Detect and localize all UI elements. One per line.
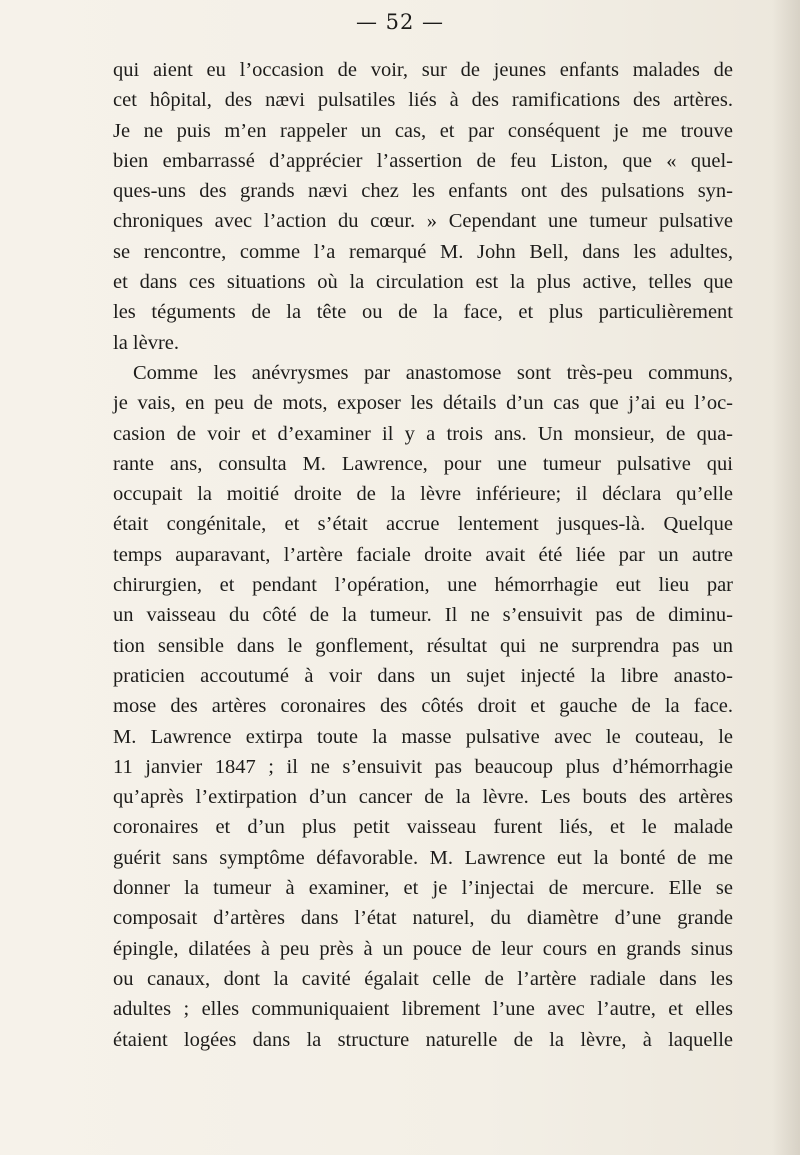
body-text bbox=[113, 55, 733, 1055]
text-line: Je ne puis m’en rappeler un cas, et par conséquent je me trouve bbox=[113, 119, 733, 142]
text-line: guérit sans symptôme défavorable. M. Lawrence eut la bonté de me bbox=[113, 846, 733, 869]
text-line: cet hôpital, des nævi pulsatiles liés à des ramifications des artères. bbox=[113, 89, 733, 112]
text-line: chroniques avec l’action du cœur. » Cependant une tumeur pulsative bbox=[113, 210, 733, 233]
text-line: je vais, en peu de mots, exposer les détails d’un cas que j’ai eu l’oc- bbox=[113, 392, 733, 415]
text-line: coronaires et d’un plus petit vaisseau furent liés, et le malade bbox=[113, 816, 733, 839]
text-line: adultes ; elles communiquaient librement l’une avec l’autre, et elles bbox=[113, 998, 733, 1021]
text-line: était congénitale, et s’était accrue lentement jusques-là. Quelque bbox=[113, 513, 733, 536]
text-line: Comme les anévrysmes par anastomose sont très-peu communs, bbox=[133, 361, 733, 384]
text-line: M. Lawrence extirpa toute la masse pulsative avec le couteau, le bbox=[113, 725, 733, 748]
text-line: mose des artères coronaires des côtés droit et gauche de la face. bbox=[113, 695, 733, 718]
text-line: rante ans, consulta M. Lawrence, pour une tumeur pulsative qui bbox=[113, 452, 733, 475]
text-line: la lèvre. bbox=[113, 331, 180, 354]
text-line: ou canaux, dont la cavité égalait celle de l’artère radiale dans les bbox=[113, 967, 733, 990]
text-line: composait d’artères dans l’état naturel, du diamètre d’une grande bbox=[113, 907, 733, 930]
text-line: bien embarrassé d’apprécier l’assertion de feu Liston, que « quel- bbox=[113, 149, 733, 172]
text-line: praticien accoutumé à voir dans un sujet injecté la libre anasto- bbox=[113, 664, 733, 687]
text-line: un vaisseau du côté de la tumeur. Il ne s’ensuivit pas de diminu- bbox=[113, 604, 733, 627]
text-line: épingle, dilatées à peu près à un pouce de leur cours en grands sinus bbox=[113, 937, 733, 960]
text-line: tion sensible dans le gonflement, résultat qui ne surprendra pas un bbox=[113, 634, 733, 657]
text-line: qui aient eu l’occasion de voir, sur de jeunes enfants malades de bbox=[113, 59, 733, 81]
text-line: ques-uns des grands nævi chez les enfants ont des pulsations syn- bbox=[113, 180, 733, 203]
text-line: se rencontre, comme l’a remarqué M. John Bell, dans les adultes, bbox=[113, 240, 733, 263]
text-line: casion de voir et d’examiner il y a trois ans. Un monsieur, de qua- bbox=[113, 422, 733, 445]
text-line: 11 janvier 1847 ; il ne s’ensuivit pas beaucoup plus d’hémorrhagie bbox=[113, 755, 733, 778]
page-edge-shadow bbox=[772, 0, 800, 1155]
page-number: — 52 — bbox=[355, 10, 445, 34]
text-line: les téguments de la tête ou de la face, et plus particulièrement bbox=[113, 301, 733, 324]
text-line: donner la tumeur à examiner, et je l’injectai de mercure. Elle se bbox=[113, 877, 733, 900]
text-line: occupait la moitié droite de la lèvre inférieure; il déclara qu’elle bbox=[113, 483, 733, 506]
text-line: chirurgien, et pendant l’opération, une hémorrhagie eut lieu par bbox=[113, 574, 733, 597]
text-line: étaient logées dans la structure naturelle de la lèvre, à laquelle bbox=[113, 1028, 733, 1051]
text-line: temps auparavant, l’artère faciale droite avait été liée par un autre bbox=[113, 543, 733, 566]
text-line: qu’après l’extirpation d’un cancer de la lèvre. Les bouts des artères bbox=[113, 786, 733, 809]
text-line: et dans ces situations où la circulation est la plus active, telles que bbox=[113, 271, 733, 294]
